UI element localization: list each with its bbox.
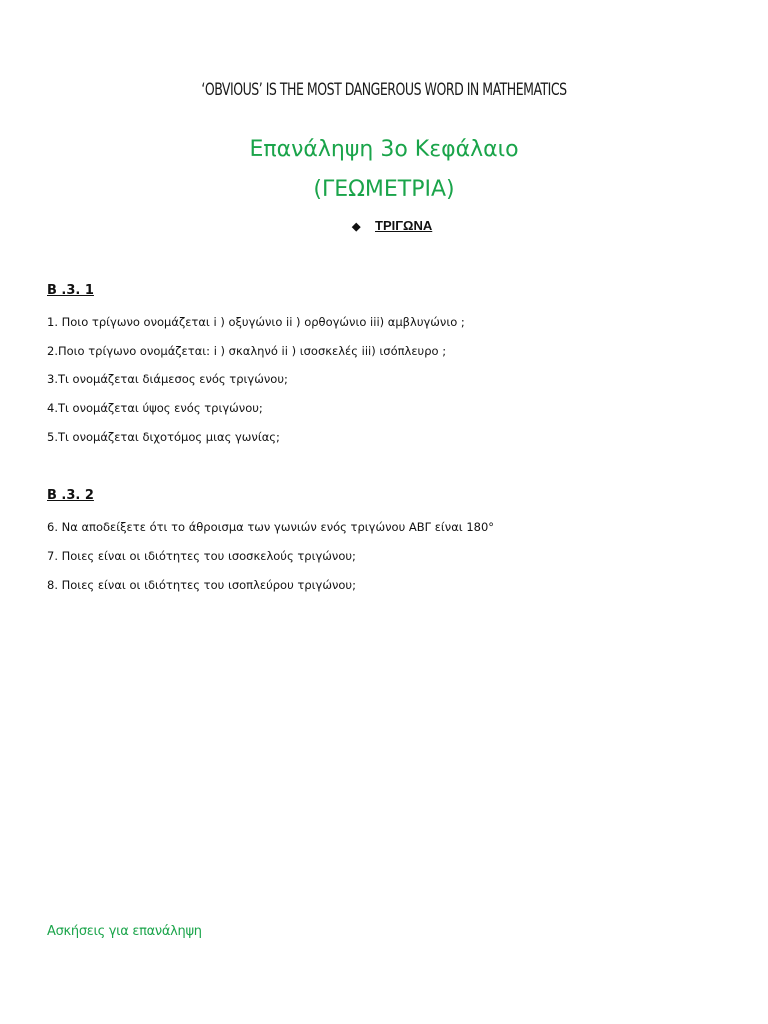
question-item: 6. Να αποδείξετε ότι το άθροισμα των γωνιών ενός τριγώνου ΑΒΓ είναι 180° [47, 520, 495, 534]
section-heading-b32: Β .3. 2 [47, 488, 94, 503]
page-title: Επανάληψη 3ο Κεφάλαιο [249, 137, 519, 162]
question-item: 3.Τι ονομάζεται διάμεσος ενός τριγώνου; [47, 372, 288, 386]
question-item: 4.Τι ονομάζεται ύψος ενός τριγώνου; [47, 401, 263, 415]
page-subtitle: (ΓΕΩΜΕΤΡΙΑ) [313, 177, 455, 202]
motto-quote: ‘OBVIOUS’ IS THE MOST DANGEROUS WORD IN MATHEMATICS [201, 80, 567, 100]
footer-text: Ασκήσεις για επανάληψη [47, 924, 202, 939]
question-item: 7. Ποιες είναι οι ιδιότητες του ισοσκελούς τριγώνου; [47, 549, 356, 563]
question-item: 8. Ποιες είναι οι ιδιότητες του ισοπλεύρου τριγώνου; [47, 578, 356, 592]
section-heading-b31: Β .3. 1 [47, 283, 94, 298]
topic-heading [352, 218, 432, 233]
topic-label: ΤΡΙΓΩΝΑ [375, 218, 433, 233]
diamond-bullet-icon: ◆ [352, 221, 361, 233]
question-item: 5.Τι ονομάζεται διχοτόμος μιας γωνίας; [47, 430, 280, 444]
question-item: 2.Ποιο τρίγωνο ονομάζεται: i ) σκαληνό ii ) ισοσκελές iii) ισόπλευρο ; [47, 344, 447, 358]
question-item: 1. Ποιο τρίγωνο ονομάζεται i ) οξυγώνιο ii ) ορθογώνιο iii) αμβλυγώνιο ; [47, 315, 465, 329]
